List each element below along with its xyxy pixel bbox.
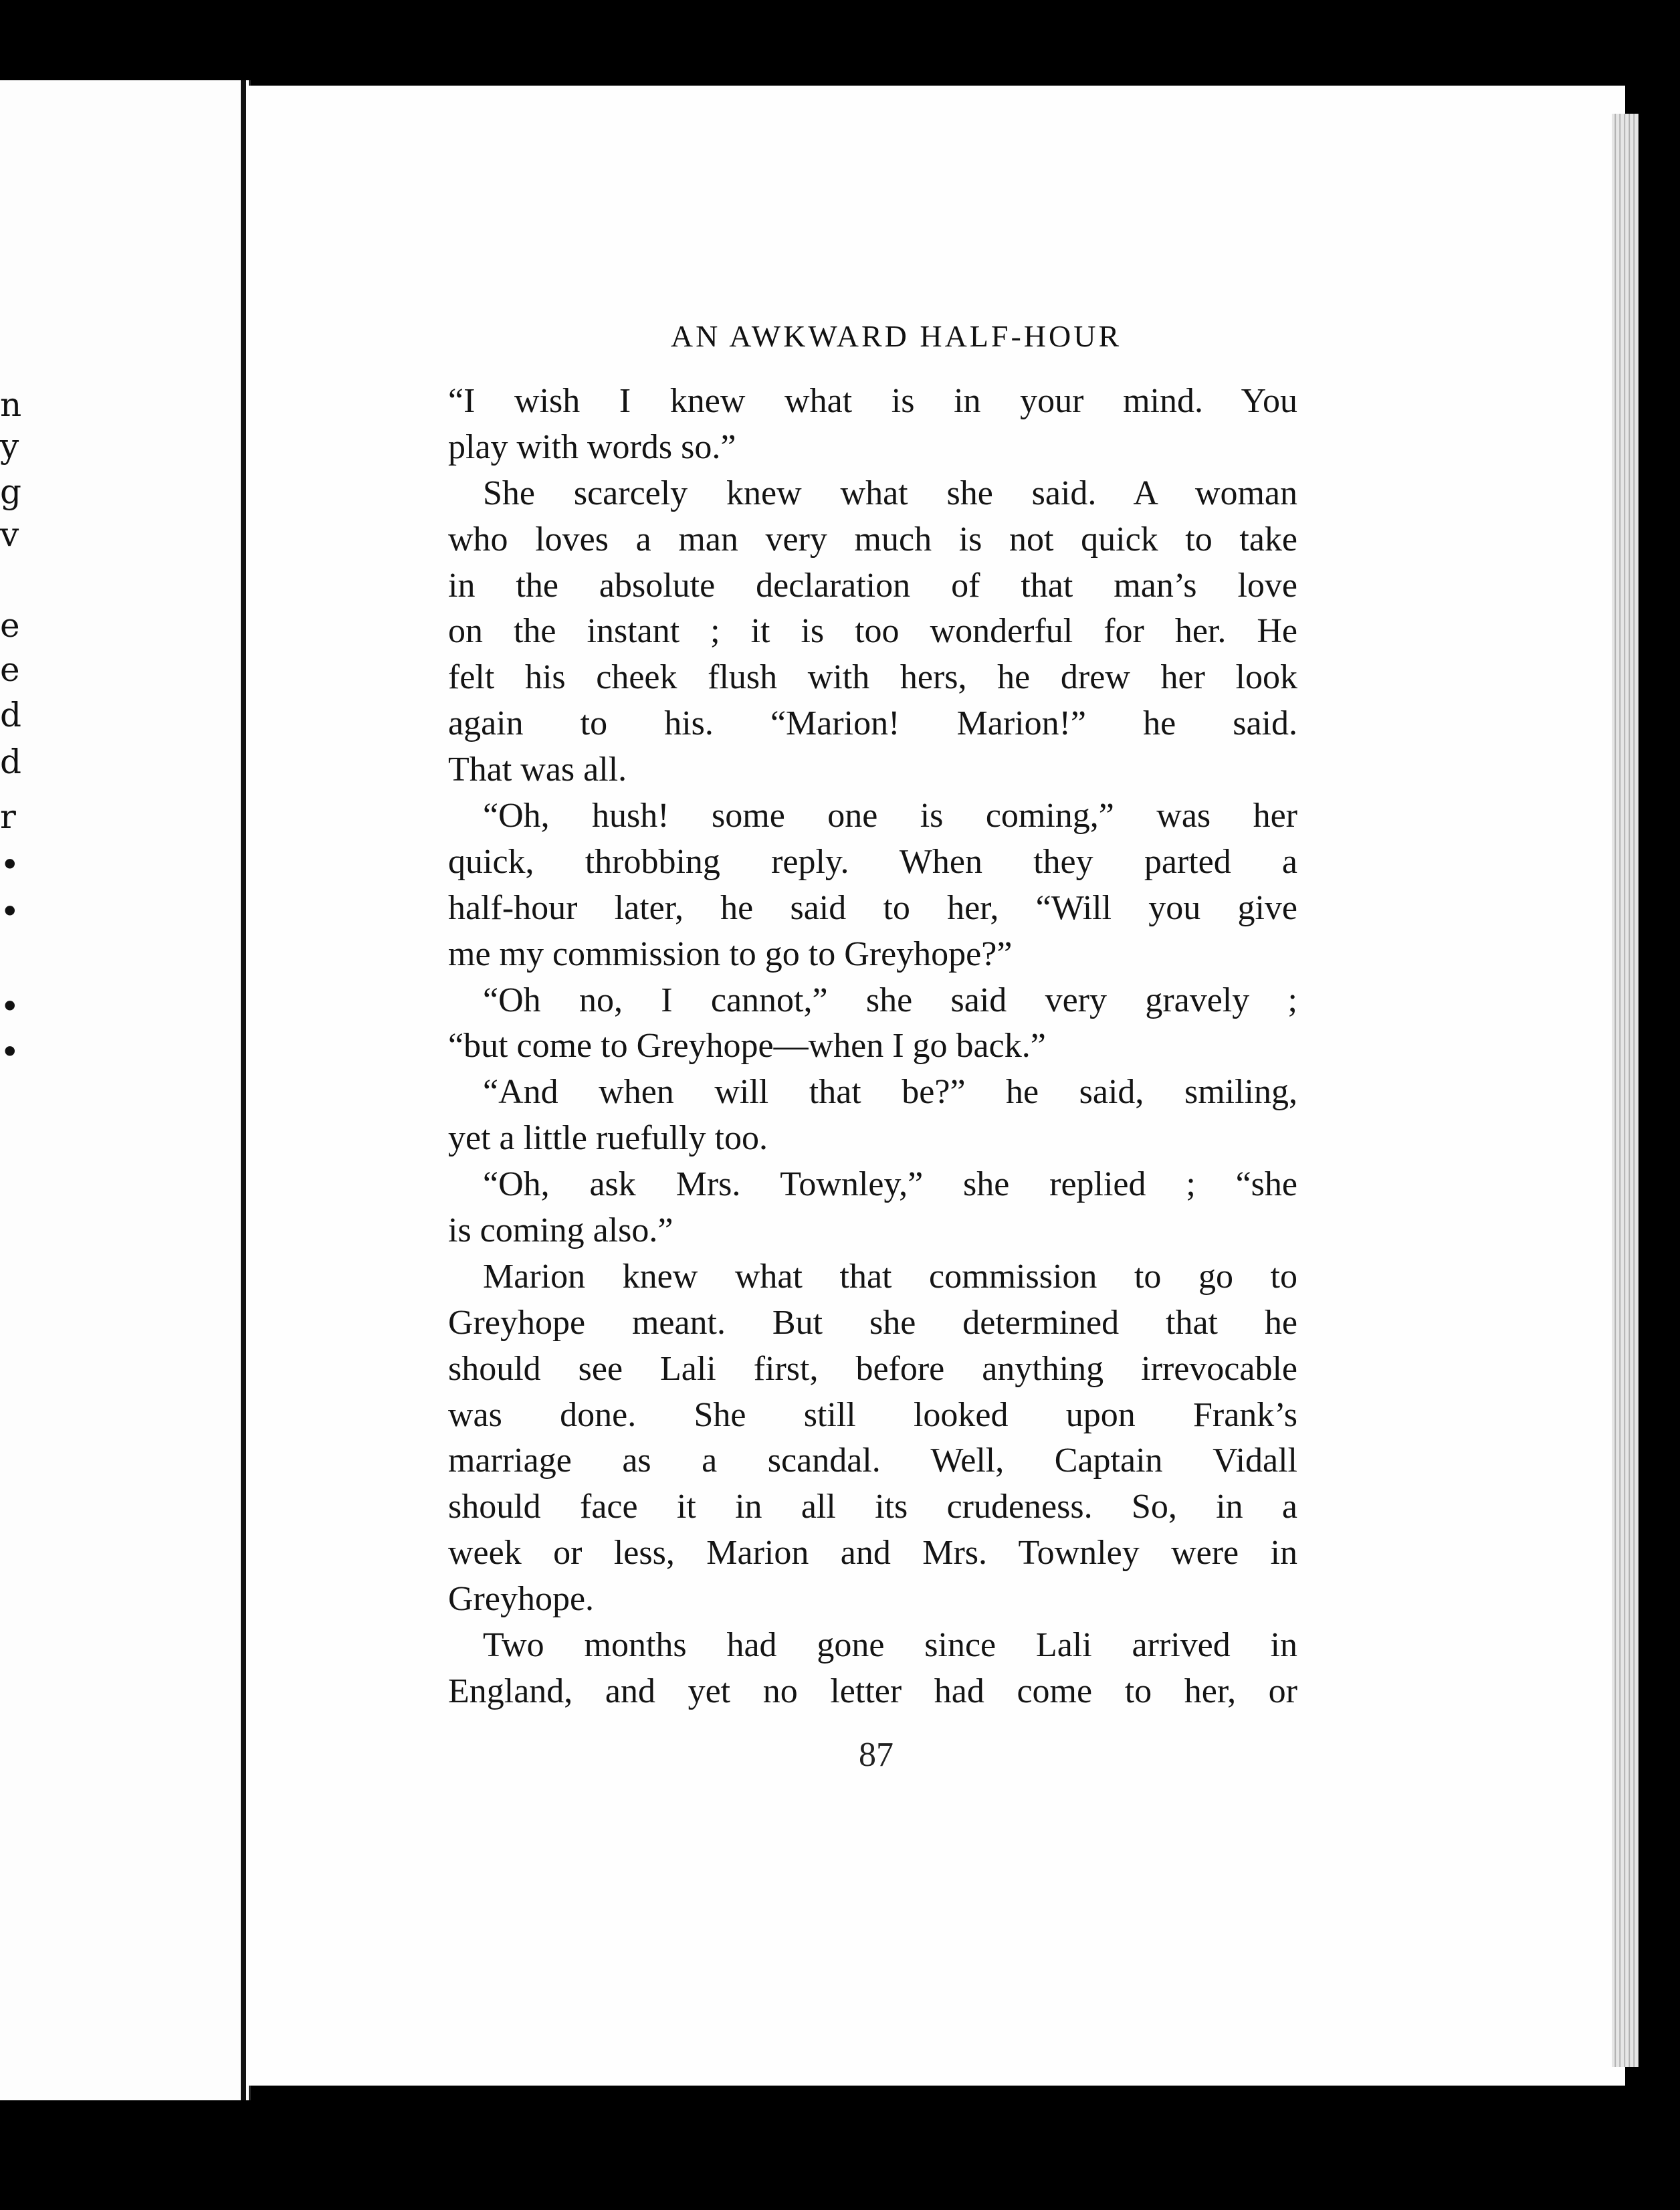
text-line: who loves a man very much is not quick to take [448,520,1297,559]
gutter-line [241,80,246,2100]
left-page-fragment: g [0,472,22,511]
text-line: That was all. [448,750,627,789]
body-text [448,379,1311,1715]
text-line: She scarcely knew what she said. A woman [483,474,1297,512]
text-line: Two months had gone since Lali arrived in [483,1626,1297,1665]
left-page-fragment: e [0,650,20,689]
text-line: “I wish I knew what is in your mind. You [448,382,1297,420]
left-page-fragment: • [0,892,20,931]
text-line: felt his cheek flush with hers, he drew her look [448,658,1297,697]
left-page-fragment: d [0,742,22,781]
text-line: again to his. “Marion! Marion!” he said. [448,704,1297,743]
text-line: should see Lali first, before anything irrevocable [448,1349,1297,1388]
left-page-fragment: • [0,1033,20,1072]
text-line: “And when will that be?” he said, smiling, [483,1073,1297,1112]
text-line: should face it in all its crudeness. So, in a [448,1488,1297,1526]
left-page-fragment: e [0,606,20,645]
text-line: in the absolute declaration of that man’s love [448,566,1297,605]
text-line: week or less, Marion and Mrs. Townley were in [448,1534,1297,1573]
page-number: 87 [859,1736,894,1774]
text-line: half-hour later, he said to her, “Will you give [448,888,1297,927]
text-line: me my commission to go to Greyhope?” [448,934,1013,973]
text-line: “Oh, ask Mrs. Townley,” she replied ; “she [483,1165,1297,1204]
text-line: is coming also.” [448,1211,673,1250]
left-page-fragment: y [0,427,19,466]
text-line: “Oh, hush! some one is coming,” was her [483,797,1297,835]
text-line: on the instant ; it is too wonderful for her. He [448,612,1297,651]
text-line: marriage as a scandal. Well, Captain Vidall [448,1441,1297,1480]
text-line: Marion knew what that commission to go to [483,1257,1297,1296]
left-page-fragment: r [0,797,16,836]
text-line: Greyhope. [448,1580,595,1619]
text-line: Greyhope meant. But she determined that he [448,1303,1297,1342]
left-page-fragment: • [0,987,20,1026]
left-page [0,80,251,2100]
left-page-fragment: n [0,385,22,424]
text-line: “Oh no, I cannot,” she said very gravely ; [483,981,1297,1019]
left-page-fragment: • [0,845,20,884]
text-line: England, and yet no letter had come to her, or [448,1672,1297,1710]
text-line: play with words so.” [448,427,736,466]
left-page-fragment: v [0,515,19,554]
running-head: AN AWKWARD HALF-HOUR [670,319,1122,353]
text-line: quick, throbbing reply. When they parted a [448,842,1297,881]
text-line: was done. She still looked upon Frank’s [448,1395,1297,1434]
page-edges [1612,114,1639,2067]
text-line: “but come to Greyhope—when I go back.” [448,1027,1046,1066]
text-line: yet a little ruefully too. [448,1119,768,1158]
left-page-fragment: d [0,696,22,734]
